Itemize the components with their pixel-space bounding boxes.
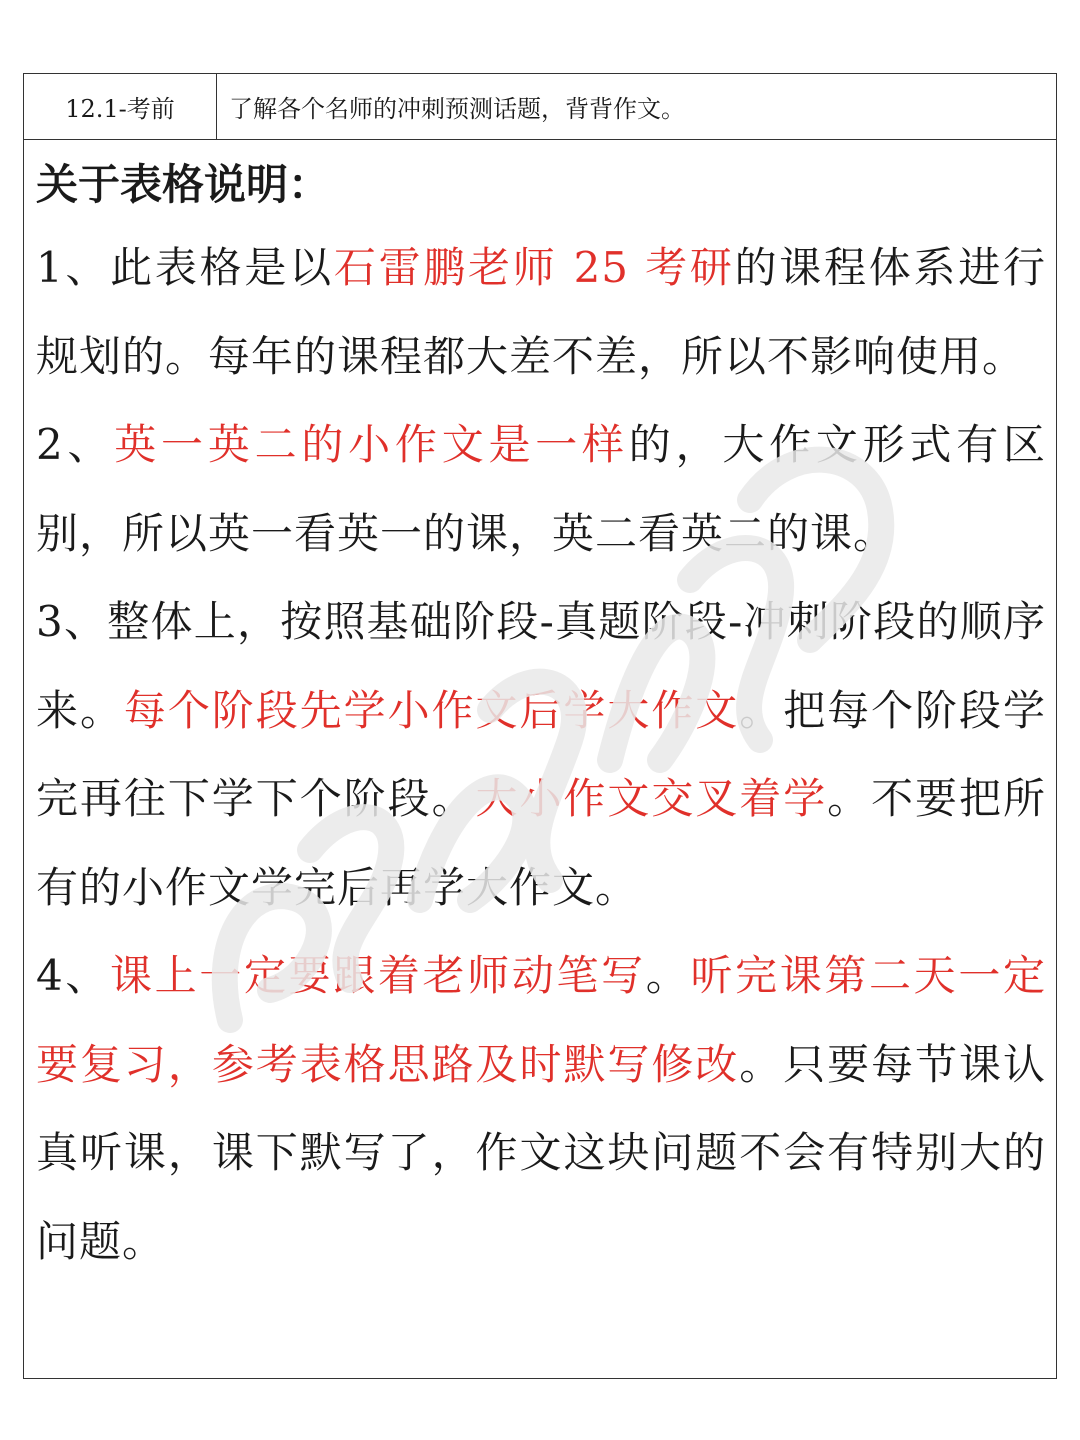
note-3-highlight-b: 大小作文交叉着学 <box>475 774 828 823</box>
note-3-highlight-a: 每个阶段先学小作文后学大作文 <box>123 685 740 735</box>
note-4-text-c: 。只要每节课认真听课，课下默写了，作文这块问题不会有特别大的问题。 <box>36 1039 1046 1266</box>
note-3-text-a: 3、整体上，按照基础阶段-真题阶段-冲刺阶段的顺序来。 <box>36 597 1046 735</box>
note-sheet <box>23 73 1057 1379</box>
note-item-3 <box>36 578 1046 932</box>
schedule-date-cell: 12.1-考前 <box>24 74 217 139</box>
note-4-highlight-a: 课上一定要跟着老师动笔写 <box>110 951 646 1000</box>
notes-heading: 关于表格说明： <box>36 160 331 209</box>
note-4-text-a: 4、 <box>36 951 111 1000</box>
notes-section <box>24 140 1056 1286</box>
note-1-highlight-a: 石雷鹏老师 25 考研 <box>333 243 735 292</box>
note-2-text-a: 2、 <box>36 420 115 469</box>
note-2-text-b: 的，大作文形式有区别，所以英一看英一的课，英二看英二的课。 <box>36 420 1046 558</box>
note-4-highlight-b: 听完课第二天一定要复习，参考表格思路及时默写修改 <box>36 951 1046 1089</box>
schedule-task-cell: 了解各个名师的冲刺预测话题，背背作文。 <box>229 95 685 123</box>
note-item-1 <box>36 224 1046 401</box>
schedule-row <box>24 74 1056 140</box>
note-item-4 <box>36 932 1046 1286</box>
note-4-text-b: 。 <box>645 951 691 1000</box>
note-2-highlight-a: 英一英二的小作文是一样 <box>114 420 629 469</box>
note-3-text-b: 。把每个阶段学完再往下学下个阶段。 <box>36 685 1046 823</box>
note-1-text-b: 的课程体系进行规划的。每年的课程都大差不差，所以不影响使用。 <box>36 243 1046 381</box>
note-3-text-c: 。不要把所有的小作文学完后再学大作文。 <box>36 774 1046 912</box>
note-item-2 <box>36 401 1046 578</box>
note-1-text-a: 1、此表格是以 <box>36 243 334 292</box>
